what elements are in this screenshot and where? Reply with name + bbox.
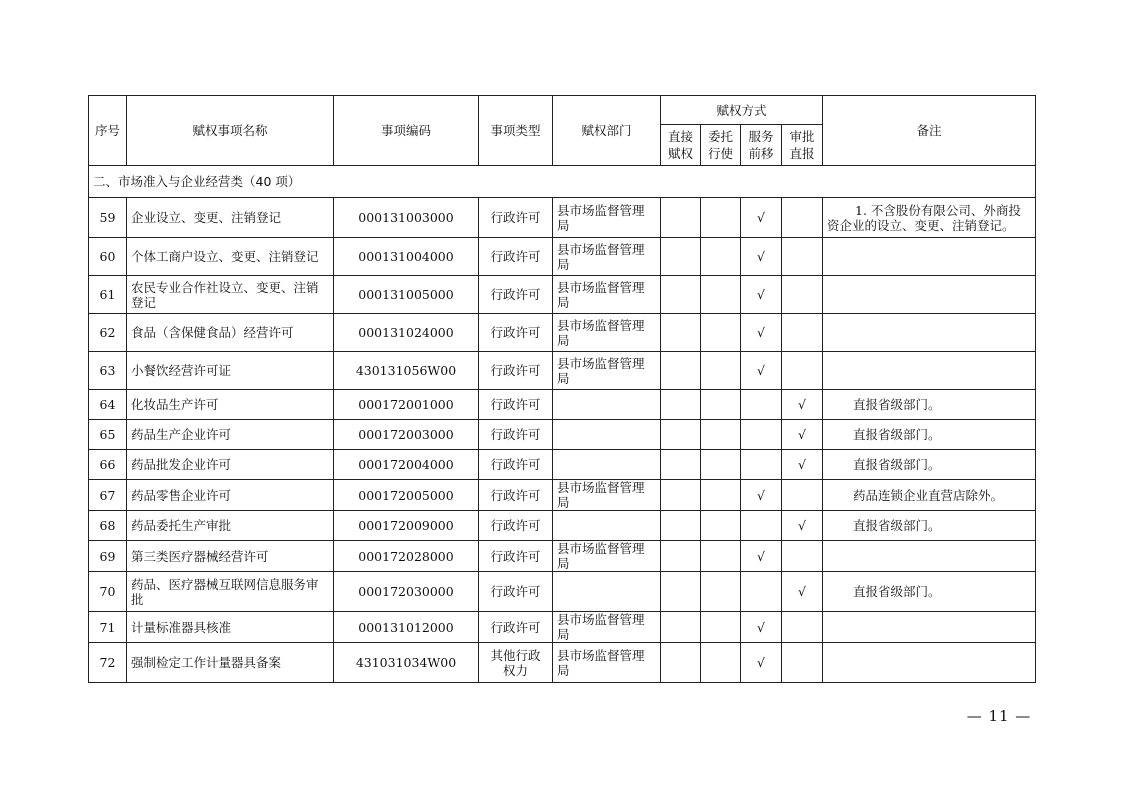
cell-service bbox=[741, 572, 782, 612]
cell-remark bbox=[823, 238, 1036, 276]
cell-name: 药品生产企业许可 bbox=[127, 420, 334, 450]
cell-code: 000172028000 bbox=[334, 541, 479, 572]
cell-delegate bbox=[701, 450, 741, 480]
authorization-table-container bbox=[88, 95, 1035, 683]
cell-service bbox=[741, 420, 782, 450]
cell-approval bbox=[782, 238, 823, 276]
cell-delegate bbox=[701, 480, 741, 511]
cell-seq: 64 bbox=[89, 390, 127, 420]
cell-dept: 县市场监督管理局 bbox=[553, 643, 661, 683]
header-type: 事项类型 bbox=[479, 96, 553, 166]
cell-service: √ bbox=[741, 352, 782, 390]
cell-dept bbox=[553, 420, 661, 450]
cell-service: √ bbox=[741, 238, 782, 276]
cell-direct bbox=[661, 390, 701, 420]
cell-remark bbox=[823, 276, 1036, 314]
authorization-table bbox=[88, 95, 1036, 683]
cell-dept: 县市场监督管理局 bbox=[553, 238, 661, 276]
cell-direct bbox=[661, 198, 701, 238]
cell-delegate bbox=[701, 420, 741, 450]
cell-service: √ bbox=[741, 480, 782, 511]
header-mode-direct: 直接 赋权 bbox=[661, 125, 701, 166]
cell-direct bbox=[661, 420, 701, 450]
cell-code: 000172009000 bbox=[334, 511, 479, 541]
table-row bbox=[89, 612, 1036, 643]
cell-service bbox=[741, 450, 782, 480]
cell-approval bbox=[782, 276, 823, 314]
cell-delegate bbox=[701, 511, 741, 541]
header-mode-delegate: 委托 行使 bbox=[701, 125, 741, 166]
cell-delegate bbox=[701, 352, 741, 390]
cell-direct bbox=[661, 314, 701, 352]
cell-name: 农民专业合作社设立、变更、注销登记 bbox=[127, 276, 334, 314]
cell-type: 行政许可 bbox=[479, 541, 553, 572]
cell-approval bbox=[782, 480, 823, 511]
cell-remark bbox=[823, 541, 1036, 572]
cell-delegate bbox=[701, 314, 741, 352]
cell-name: 小餐饮经营许可证 bbox=[127, 352, 334, 390]
cell-code: 000172030000 bbox=[334, 572, 479, 612]
cell-approval bbox=[782, 541, 823, 572]
cell-seq: 72 bbox=[89, 643, 127, 683]
cell-remark bbox=[823, 612, 1036, 643]
cell-remark: 直报省级部门。 bbox=[823, 511, 1036, 541]
cell-direct bbox=[661, 572, 701, 612]
cell-dept: 县市场监督管理局 bbox=[553, 198, 661, 238]
cell-delegate bbox=[701, 238, 741, 276]
cell-service: √ bbox=[741, 643, 782, 683]
header-remark: 备注 bbox=[823, 96, 1036, 166]
cell-service: √ bbox=[741, 541, 782, 572]
cell-remark: 直报省级部门。 bbox=[823, 390, 1036, 420]
cell-code: 000172005000 bbox=[334, 480, 479, 511]
cell-approval: √ bbox=[782, 420, 823, 450]
cell-delegate bbox=[701, 643, 741, 683]
cell-type: 行政许可 bbox=[479, 612, 553, 643]
cell-code: 000172004000 bbox=[334, 450, 479, 480]
table-row bbox=[89, 420, 1036, 450]
cell-approval: √ bbox=[782, 572, 823, 612]
cell-service: √ bbox=[741, 314, 782, 352]
cell-direct bbox=[661, 450, 701, 480]
cell-delegate bbox=[701, 612, 741, 643]
cell-delegate bbox=[701, 541, 741, 572]
cell-delegate bbox=[701, 198, 741, 238]
cell-seq: 68 bbox=[89, 511, 127, 541]
cell-remark bbox=[823, 352, 1036, 390]
cell-approval: √ bbox=[782, 450, 823, 480]
cell-code: 000131024000 bbox=[334, 314, 479, 352]
cell-type: 行政许可 bbox=[479, 511, 553, 541]
cell-seq: 65 bbox=[89, 420, 127, 450]
cell-type: 行政许可 bbox=[479, 276, 553, 314]
cell-approval bbox=[782, 612, 823, 643]
cell-type: 行政许可 bbox=[479, 480, 553, 511]
cell-type: 行政许可 bbox=[479, 572, 553, 612]
cell-code: 431031034W00 bbox=[334, 643, 479, 683]
table-row bbox=[89, 390, 1036, 420]
cell-dept bbox=[553, 572, 661, 612]
cell-delegate bbox=[701, 572, 741, 612]
table-row bbox=[89, 198, 1036, 238]
cell-name: 药品、医疗器械互联网信息服务审批 bbox=[127, 572, 334, 612]
cell-seq: 63 bbox=[89, 352, 127, 390]
cell-seq: 61 bbox=[89, 276, 127, 314]
cell-direct bbox=[661, 511, 701, 541]
cell-dept bbox=[553, 450, 661, 480]
cell-code: 000131005000 bbox=[334, 276, 479, 314]
cell-type: 行政许可 bbox=[479, 198, 553, 238]
cell-delegate bbox=[701, 390, 741, 420]
cell-code: 000172003000 bbox=[334, 420, 479, 450]
cell-direct bbox=[661, 612, 701, 643]
cell-approval: √ bbox=[782, 511, 823, 541]
cell-delegate bbox=[701, 276, 741, 314]
cell-dept: 县市场监督管理局 bbox=[553, 276, 661, 314]
cell-name: 药品委托生产审批 bbox=[127, 511, 334, 541]
cell-seq: 60 bbox=[89, 238, 127, 276]
cell-name: 药品零售企业许可 bbox=[127, 480, 334, 511]
cell-name: 计量标准器具核准 bbox=[127, 612, 334, 643]
cell-remark: 1. 不含股份有限公司、外商投资企业的设立、变更、注销登记。 bbox=[823, 198, 1036, 238]
header-mode-service: 服务 前移 bbox=[741, 125, 782, 166]
cell-name: 食品（含保健食品）经营许可 bbox=[127, 314, 334, 352]
cell-service: √ bbox=[741, 276, 782, 314]
cell-remark: 药品连锁企业直营店除外。 bbox=[823, 480, 1036, 511]
header-code: 事项编码 bbox=[334, 96, 479, 166]
cell-name: 第三类医疗器械经营许可 bbox=[127, 541, 334, 572]
cell-direct bbox=[661, 480, 701, 511]
cell-remark bbox=[823, 643, 1036, 683]
cell-name: 企业设立、变更、注销登记 bbox=[127, 198, 334, 238]
cell-dept: 县市场监督管理局 bbox=[553, 541, 661, 572]
cell-name: 化妆品生产许可 bbox=[127, 390, 334, 420]
cell-code: 000131004000 bbox=[334, 238, 479, 276]
cell-dept bbox=[553, 511, 661, 541]
cell-dept: 县市场监督管理局 bbox=[553, 480, 661, 511]
cell-direct bbox=[661, 352, 701, 390]
cell-dept: 县市场监督管理局 bbox=[553, 352, 661, 390]
header-seq: 序号 bbox=[89, 96, 127, 166]
cell-code: 000131003000 bbox=[334, 198, 479, 238]
table-row bbox=[89, 572, 1036, 612]
cell-service bbox=[741, 511, 782, 541]
cell-approval: √ bbox=[782, 390, 823, 420]
cell-seq: 67 bbox=[89, 480, 127, 511]
section-row bbox=[89, 166, 1036, 198]
cell-service bbox=[741, 390, 782, 420]
cell-direct bbox=[661, 643, 701, 683]
header-mode-group: 赋权方式 bbox=[661, 96, 823, 125]
cell-name: 药品批发企业许可 bbox=[127, 450, 334, 480]
cell-remark: 直报省级部门。 bbox=[823, 420, 1036, 450]
cell-direct bbox=[661, 541, 701, 572]
cell-type: 行政许可 bbox=[479, 450, 553, 480]
cell-code: 000131012000 bbox=[334, 612, 479, 643]
cell-dept bbox=[553, 390, 661, 420]
table-row bbox=[89, 480, 1036, 511]
cell-seq: 71 bbox=[89, 612, 127, 643]
cell-service: √ bbox=[741, 198, 782, 238]
cell-type: 行政许可 bbox=[479, 352, 553, 390]
cell-remark bbox=[823, 314, 1036, 352]
table-row bbox=[89, 541, 1036, 572]
cell-name: 个体工商户设立、变更、注销登记 bbox=[127, 238, 334, 276]
cell-remark: 直报省级部门。 bbox=[823, 572, 1036, 612]
cell-seq: 59 bbox=[89, 198, 127, 238]
table-row bbox=[89, 238, 1036, 276]
cell-type: 其他行政权力 bbox=[479, 643, 553, 683]
cell-direct bbox=[661, 238, 701, 276]
cell-type: 行政许可 bbox=[479, 420, 553, 450]
table-row bbox=[89, 276, 1036, 314]
cell-approval bbox=[782, 314, 823, 352]
cell-dept: 县市场监督管理局 bbox=[553, 612, 661, 643]
table-row bbox=[89, 352, 1036, 390]
cell-approval bbox=[782, 352, 823, 390]
cell-approval bbox=[782, 643, 823, 683]
cell-remark: 直报省级部门。 bbox=[823, 450, 1036, 480]
header-dept: 赋权部门 bbox=[553, 96, 661, 166]
cell-direct bbox=[661, 276, 701, 314]
cell-code: 430131056W00 bbox=[334, 352, 479, 390]
cell-approval bbox=[782, 198, 823, 238]
header-mode-approval: 审批 直报 bbox=[782, 125, 823, 166]
cell-name: 强制检定工作计量器具备案 bbox=[127, 643, 334, 683]
cell-service: √ bbox=[741, 612, 782, 643]
table-row bbox=[89, 511, 1036, 541]
page-number: — 11 — bbox=[966, 707, 1032, 725]
cell-dept: 县市场监督管理局 bbox=[553, 314, 661, 352]
cell-seq: 69 bbox=[89, 541, 127, 572]
cell-type: 行政许可 bbox=[479, 238, 553, 276]
cell-seq: 62 bbox=[89, 314, 127, 352]
cell-seq: 70 bbox=[89, 572, 127, 612]
table-row bbox=[89, 643, 1036, 683]
table-row bbox=[89, 314, 1036, 352]
cell-seq: 66 bbox=[89, 450, 127, 480]
table-row bbox=[89, 450, 1036, 480]
cell-type: 行政许可 bbox=[479, 390, 553, 420]
cell-code: 000172001000 bbox=[334, 390, 479, 420]
header-name: 赋权事项名称 bbox=[127, 96, 334, 166]
cell-type: 行政许可 bbox=[479, 314, 553, 352]
section-title: 二、市场准入与企业经营类（40 项） bbox=[89, 166, 1036, 198]
